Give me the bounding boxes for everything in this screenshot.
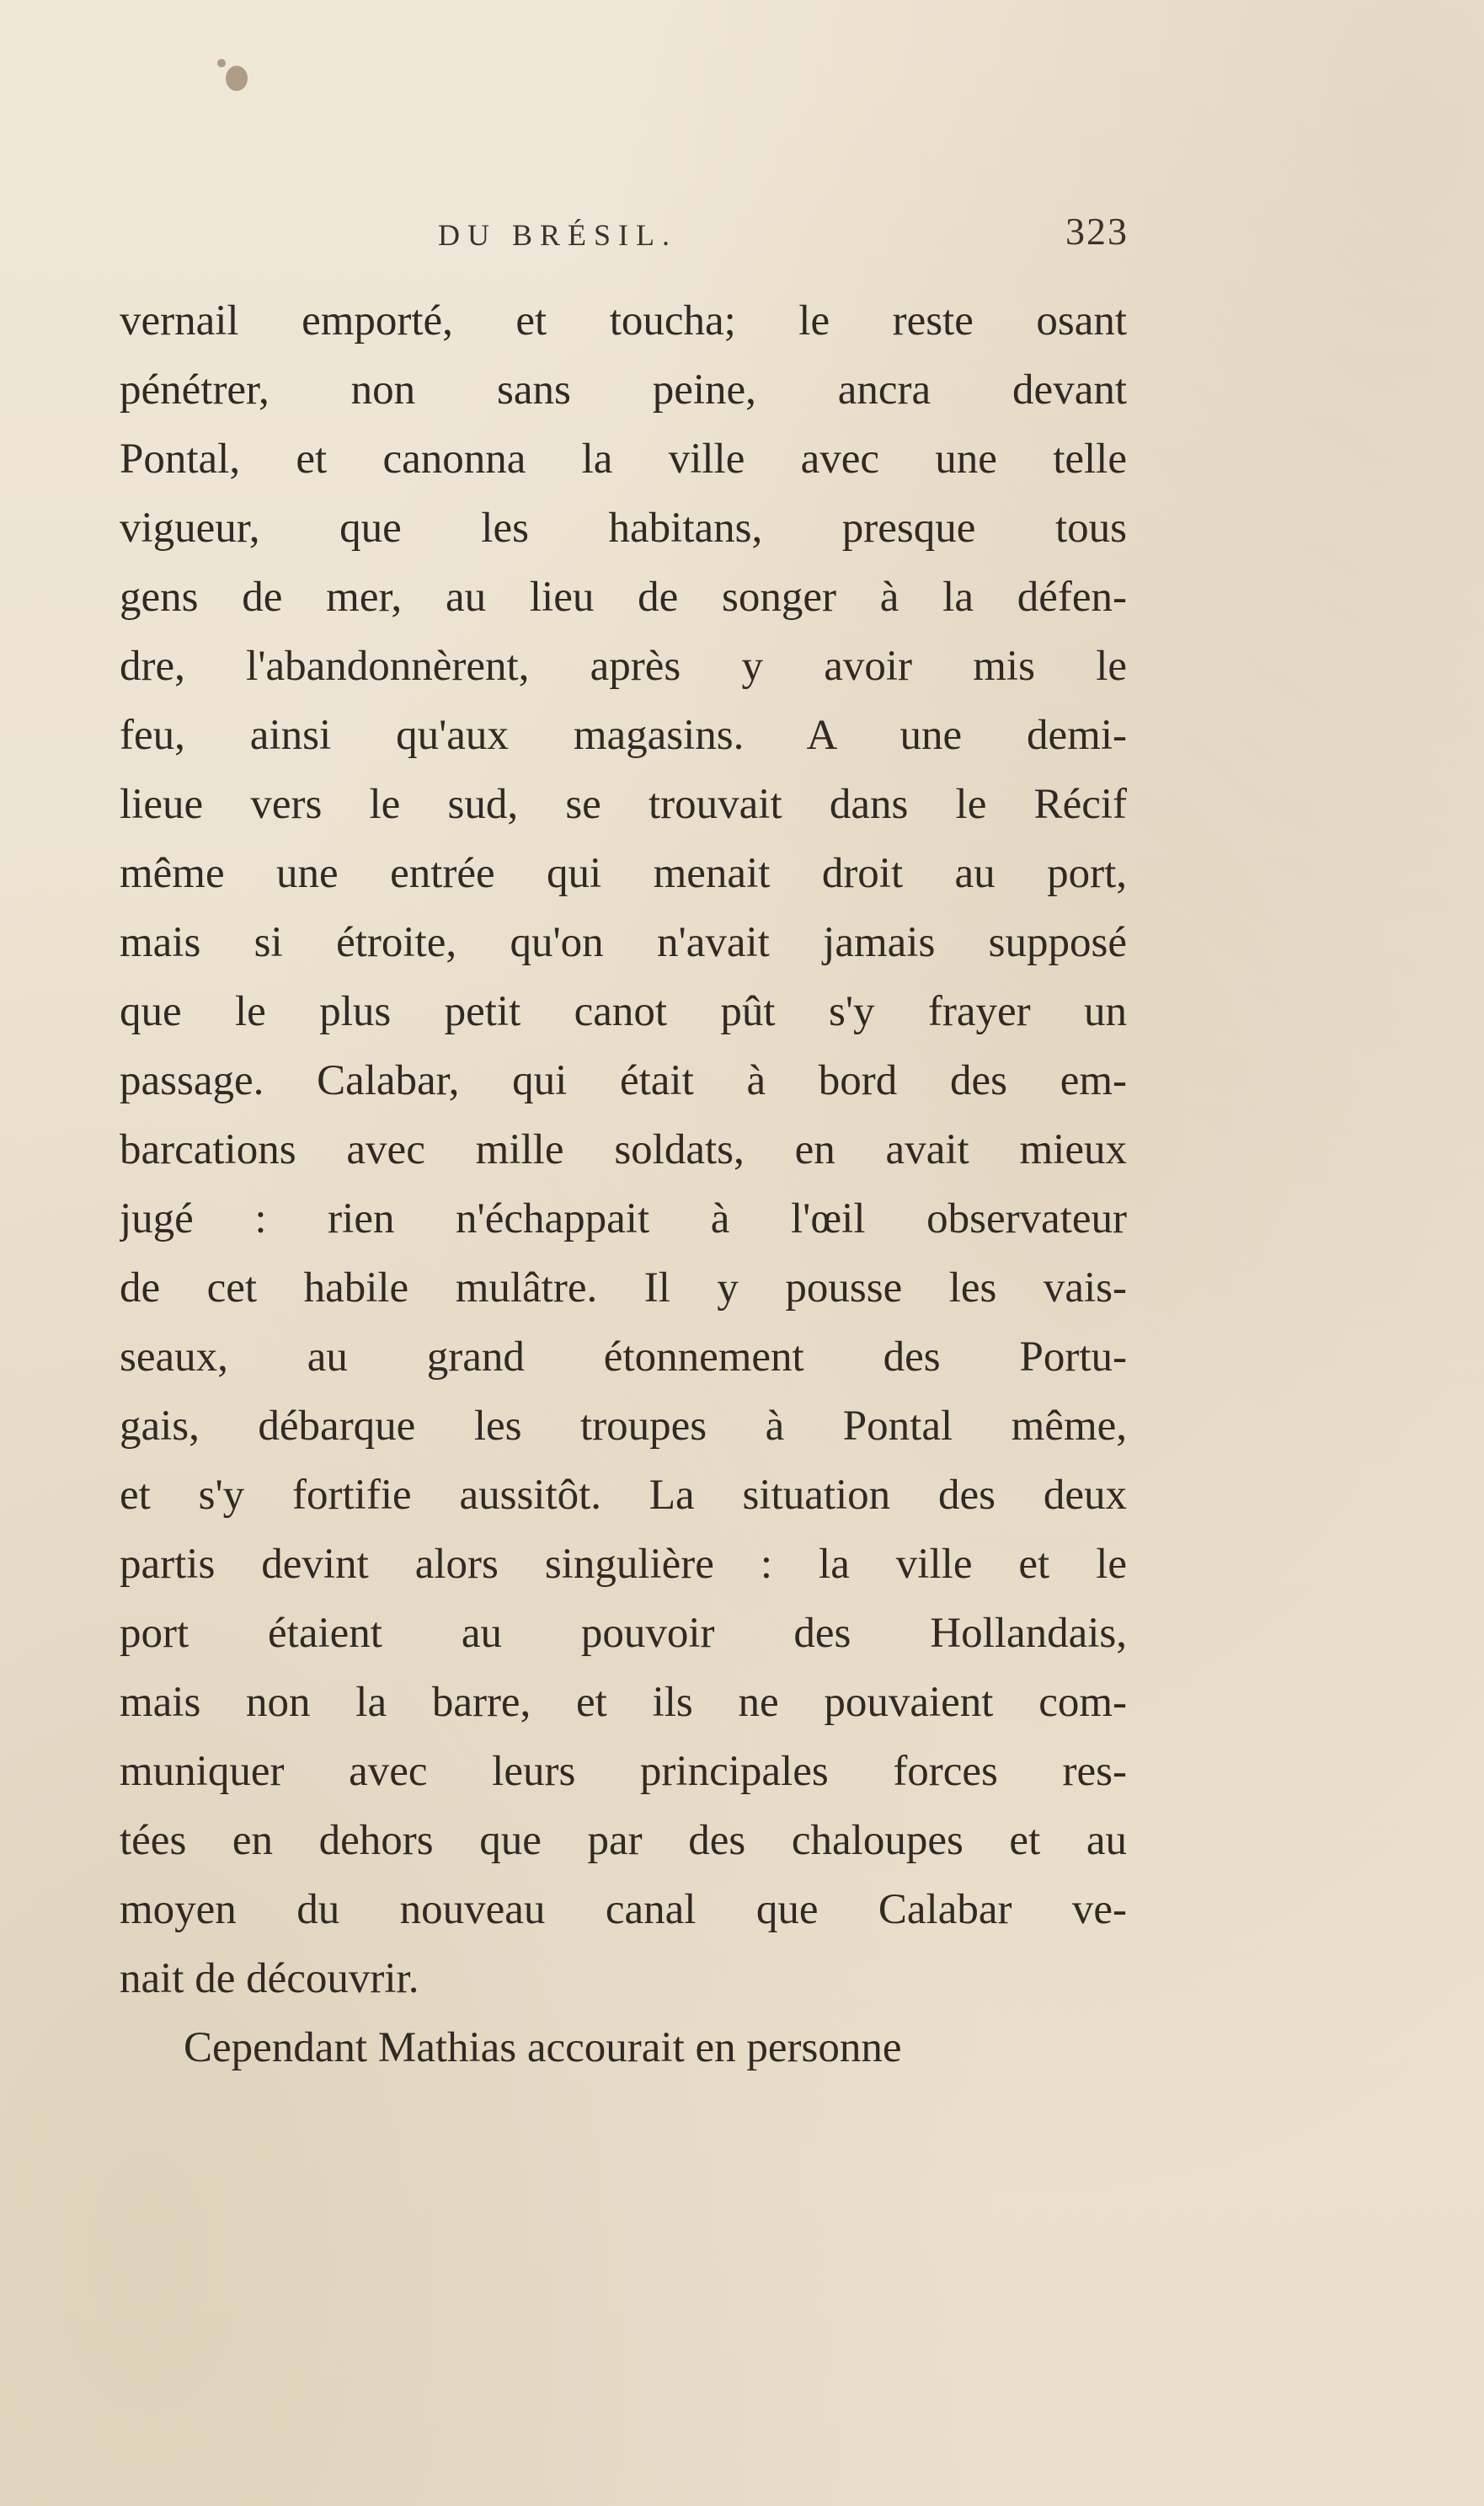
text-line: seaux, au grand étonnement des Portu- — [120, 1333, 1127, 1381]
paragraph-start-line: Cependant Mathias accourait en personne — [184, 2024, 902, 2071]
text-line: pénétrer, non sans peine, ancra devant — [120, 366, 1127, 414]
text-line: jugé : rien n'échappait à l'œil observateur — [120, 1195, 1127, 1242]
text-line: dre, l'abandonnèrent, après y avoir mis le — [120, 643, 1127, 690]
running-head: DU BRÉSIL. — [438, 218, 678, 252]
text-line: feu, ainsi qu'aux magasins. A une demi- — [120, 712, 1127, 759]
text-line: tées en dehors que par des chaloupes et au — [120, 1817, 1127, 1864]
text-line: partis devint alors singulière : la ville et le — [120, 1541, 1127, 1588]
text-line: même une entrée qui menait droit au port, — [120, 850, 1127, 897]
text-line: Pontal, et canonna la ville avec une telle — [120, 435, 1127, 483]
text-line: et s'y fortifie aussitôt. La situation des deux — [120, 1472, 1127, 1519]
text-line: mais non la barre, et ils ne pouvaient com- — [120, 1679, 1127, 1726]
text-line: lieue vers le sud, se trouvait dans le Récif — [120, 781, 1127, 828]
text-line: de cet habile mulâtre. Il y pousse les vais- — [120, 1264, 1127, 1312]
page-number: 323 — [1065, 210, 1129, 253]
text-line: moyen du nouveau canal que Calabar ve- — [120, 1886, 1127, 1933]
paragraph-end-line: nait de découvrir. — [120, 1955, 419, 2002]
text-line: barcations avec mille soldats, en avait mieux — [120, 1126, 1127, 1173]
text-line: gens de mer, au lieu de songer à la défen- — [120, 574, 1127, 621]
text-line: vigueur, que les habitans, presque tous — [120, 505, 1127, 552]
text-line: muniquer avec leurs principales forces res- — [120, 1748, 1127, 1795]
text-line: port étaient au pouvoir des Hollandais, — [120, 1610, 1127, 1657]
text-line: passage. Calabar, qui était à bord des em- — [120, 1057, 1127, 1104]
ink-stain-small — [217, 59, 226, 67]
text-line: que le plus petit canot pût s'y frayer un — [120, 988, 1127, 1035]
text-line: mais si étroite, qu'on n'avait jamais supposé — [120, 919, 1127, 966]
ink-stain — [226, 66, 248, 91]
text-line: vernail emporté, et toucha; le reste osant — [120, 297, 1127, 345]
page-header — [118, 202, 1129, 261]
text-line: gais, débarque les troupes à Pontal même, — [120, 1403, 1127, 1450]
body-text — [120, 286, 1127, 2082]
